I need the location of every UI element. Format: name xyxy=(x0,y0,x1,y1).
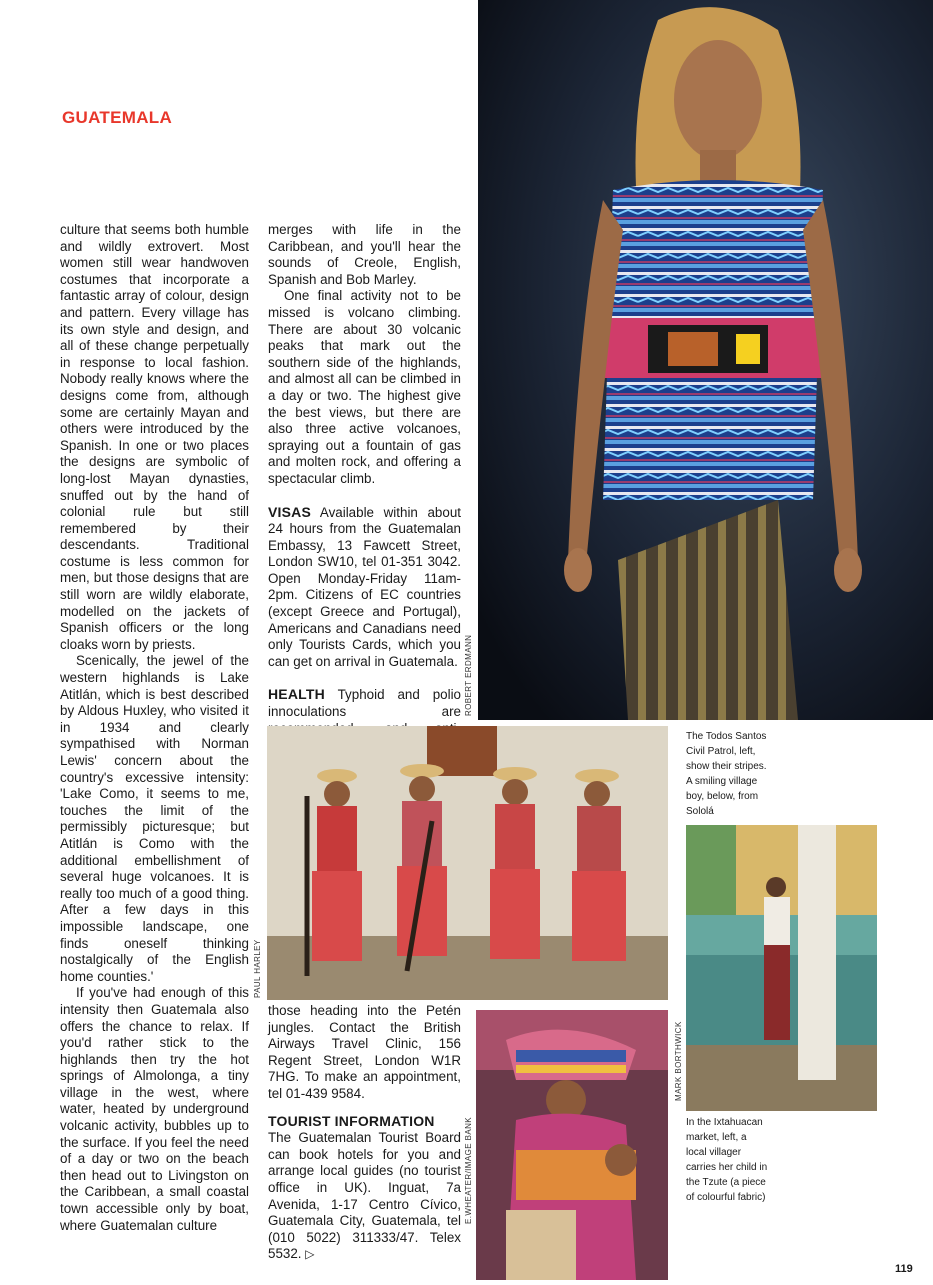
model-illustration xyxy=(478,0,933,720)
visas-info xyxy=(268,504,461,671)
page-number: 119 xyxy=(895,1263,913,1275)
photo-credit: E.WHEATER/IMAGE BANK xyxy=(464,1117,473,1224)
village-boy-illustration xyxy=(686,825,877,1111)
photo-model xyxy=(464,0,933,720)
tourist-heading: TOURIST INFORMATION xyxy=(268,1112,435,1129)
visas-heading: VISAS xyxy=(268,503,312,520)
paragraph: merges with life in the Caribbean, and you'll hear the sounds of Creole, English, Spanish and Bob Marley. xyxy=(268,222,461,287)
section-title: GUATEMALA xyxy=(62,108,173,127)
article-column-2 xyxy=(268,222,461,754)
continue-arrow-icon: ▷ xyxy=(305,1247,315,1262)
photo-market-woman xyxy=(464,1010,668,1280)
photo-credit: MARK BORTHWICK xyxy=(674,1021,683,1101)
civil-patrol-illustration xyxy=(267,726,668,1000)
paragraph: Scenically, the jewel of the western highlands is Lake Atitlán, which is best described by Aldous Huxley, who visited it in 1934 and clearly sympathised with Norman Lewis' concern about the country's excessive intensity: 'Lake Como, it seems to me, touches the limit of the permissibly picturesque; but Atitlán is Como with the additional embellishment of several huge volcanoes. It is really too much of a good thing. After a few days in this impossible landscape, one finds oneself thinking nostalgically of the English home counties.' xyxy=(60,653,249,984)
article-column-1 xyxy=(60,222,249,1234)
paragraph: culture that seems both humble and wildly extrovert. Most women still wear handwoven costumes that incorporate a fantastic array of colour, design and pattern. Every village has its own style and design, and all of these change perpetually in response to local fashion. Nobody really knows where the designs come from, although some are certainly Mayan and others were introduced by the Spanish. In one or two places the designs are symbolic of long-lost Mayan dynasties, snuffed out by the hand of colonial rule but still remembered by their descendants. Traditional costume is less common for men, but those designs that are still worn are wildly elaborate, modelled on the jackets of Spanish officers or the long cloaks worn by priests. xyxy=(60,222,249,652)
health-heading: HEALTH xyxy=(268,686,325,703)
caption-bottom-right: In the Ixtahuacan market, left, a local villager carries her child in the Tzute (a piece of colourful fabric) xyxy=(686,1117,768,1203)
article-column-2-continued xyxy=(268,1003,461,1263)
photo-credit: ROBERT ERDMANN xyxy=(464,634,473,716)
paragraph: If you've had enough of this intensity then Guatemala also offers the chance to relax. If you'd rather stick to the highlands then try the hot springs of Almolonga, a tiny village in the west, where water, heated by underground volcanic activity, bubbles up to the surface. If you feel the need of a day or two on the beach then head out to Livingston on the Caribbean, a small coastal town accessible only by boat, where Guatemalan culture xyxy=(60,985,249,1233)
caption-top-right: The Todos Santos Civil Patrol, left, show their stripes. A smiling village boy, below, from Sololá xyxy=(686,731,767,817)
paragraph: those heading into the Petén jungles. Contact the British Airways Travel Clinic, 156 Regent Street, London W1R 7HG. To make an appointment, tel 01-439 9584. xyxy=(268,1003,461,1101)
photo-civil-patrol xyxy=(253,726,668,1000)
photo-credit: PAUL HARLEY xyxy=(253,939,262,998)
market-illustration xyxy=(476,1010,668,1280)
paragraph: One final activity not to be missed is volcano climbing. There are about 30 volcanic peaks that mark out the southern side of the highlands, and almost all can be climbed in a day or two. The highest give the best views, but there are also three active volcanoes, spraying out a fountain of gas and molten rock, and offering a spectacular climb. xyxy=(268,288,461,486)
health-text: Typhoid and polio innoculations are xyxy=(268,687,461,720)
photo-village-boy xyxy=(674,825,877,1111)
visas-text: Available within about 24 hours from the Guatemalan Embassy, 13 Fawcett Street, London SW10, tel 01-351 3042. Open Monday-Friday 11am-2pm. Citizens of EC countries (except Greece and Portugal), Americans and Canadians need only Tourists Cards, which you can get on arrival in Guatemala. xyxy=(268,504,461,669)
tourist-info: The Guatemalan Tourist Board can book hotels for you and arrange local guides (no tourist office in UK). Inguat, 7a Avenida, 1-17 Centro Cívico, Guatemala City, Guatemala, tel (010 5022) 311333/47. Telex 5532. ▷ xyxy=(268,1130,461,1262)
